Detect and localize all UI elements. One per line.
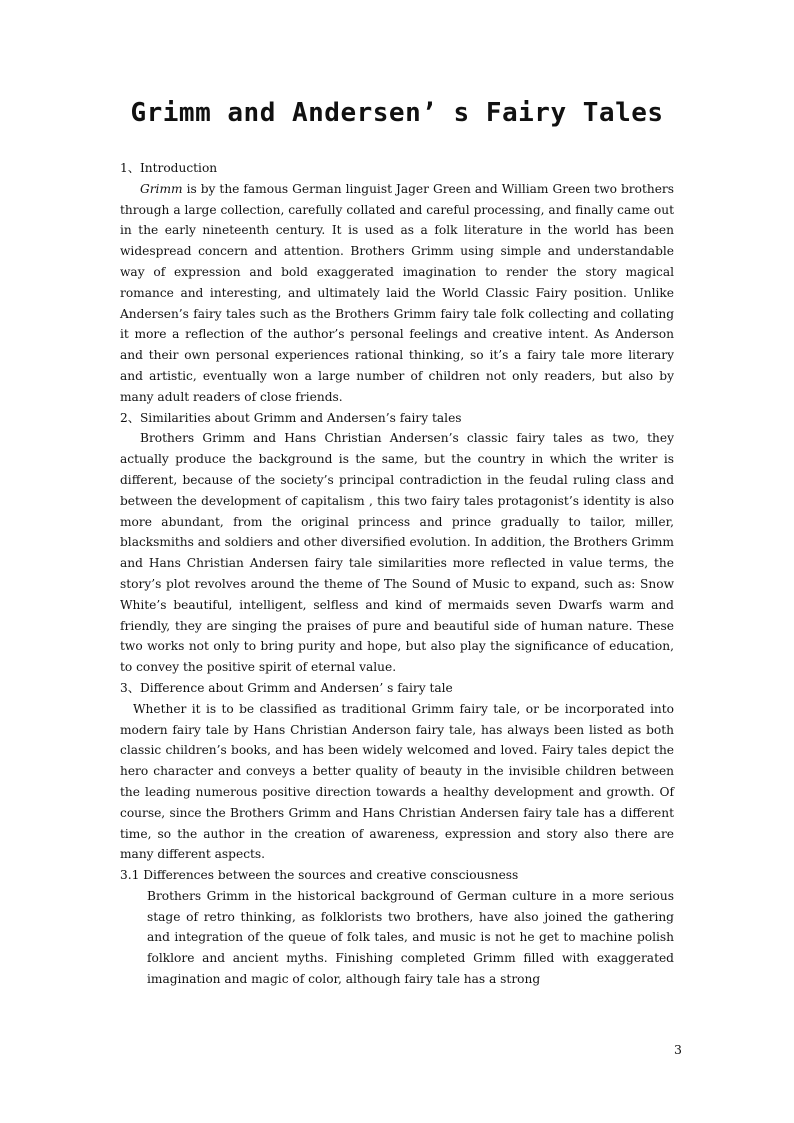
introduction-paragraph — [120, 179, 674, 408]
document-body — [120, 158, 674, 990]
page-number: 3 — [674, 1042, 682, 1057]
grimm-italic-term: Grimm — [140, 181, 183, 196]
introduction-paragraph-text: is by the famous German linguist Jager Green and William Green two brothers through a large collection, carefully collated and careful processing, and finally came out in the early nineteenth century. It is used as a folk literature in the world has been widespread concern and attention. Brothers Grimm using simple and understandable way of expression and bold exaggerated imagination to render the story magical romance and interesting, and ultimately laid the World Classic Fairy position. Unlike Andersen’s fairy tales such as the Brothers Grimm fairy tale folk collecting and collating it more a reflection of the author’s personal feelings and creative intent. As Anderson and their own personal experiences rational thinking, so it’s a fairy tale more literary and artistic, eventually won a large number of children not only readers, but also by many adult readers of close friends. — [120, 181, 674, 404]
section-heading-similarities: 2、Similarities about Grimm and Andersen’s fairy tales — [120, 410, 462, 425]
sources-paragraph: Brothers Grimm in the historical background of German culture in a more serious stage of retro thinking, as folklorists two brothers, have also joined the gathering and integration of the queue of folk tales, and music is not he get to machine polish folklore and ancient myths. Finishing completed Grimm filled with exaggerated imagination and magic of color, although fairy tale has a strong — [147, 888, 674, 987]
document-title: Grimm and Andersen’ s Fairy Tales — [130, 98, 664, 128]
similarities-paragraph: Brothers Grimm and Hans Christian Andersen’s classic fairy tales as two, they actually produce the background is the same, but the country in which the writer is different, because of the society’s principal contradiction in the feudal ruling class and between the development of capitalism , this two fairy tales protagonist’s identity is also more abundant, from the original princess and prince gradually to tailor, miller, blacksmiths and soldiers and other diversified evolution. In addition, the Brothers Grimm and Hans Christian Andersen fairy tale similarities more reflected in value terms, the story’s plot revolves around the theme of The Sound of Music to expand, such as: Snow White’s beautiful, intelligent, selfless and kind of mermaids seven Dwarfs warm and friendly, they are singing the praises of pure and beautiful side of human nature. These two works not only to bring purity and hope, but also play the significance of education, to convey the positive spirit of eternal value. — [120, 431, 674, 675]
section-heading-introduction: 1、Introduction — [120, 161, 218, 175]
section-heading-difference: 3、Difference about Grimm and Andersen’ s fairy tale — [120, 680, 453, 695]
difference-paragraph: Whether it is to be classified as traditional Grimm fairy tale, or be incorporated into modern fairy tale by Hans Christian Anderson fairy tale, has always been listed as both classic children’s books, and has been widely welcomed and loved. Fairy tales depict the hero character and conveys a better quality of beauty in the invisible children between the leading numerous positive direction towards a healthy development and growth. Of course, since the Brothers Grimm and Hans Christian Andersen fairy tale has a different time, so the author in the creation of awareness, expression and story also there are many different aspects. — [120, 701, 674, 862]
subsection-heading-sources: 3.1 Differences between the sources and creative consciousness — [120, 868, 519, 883]
